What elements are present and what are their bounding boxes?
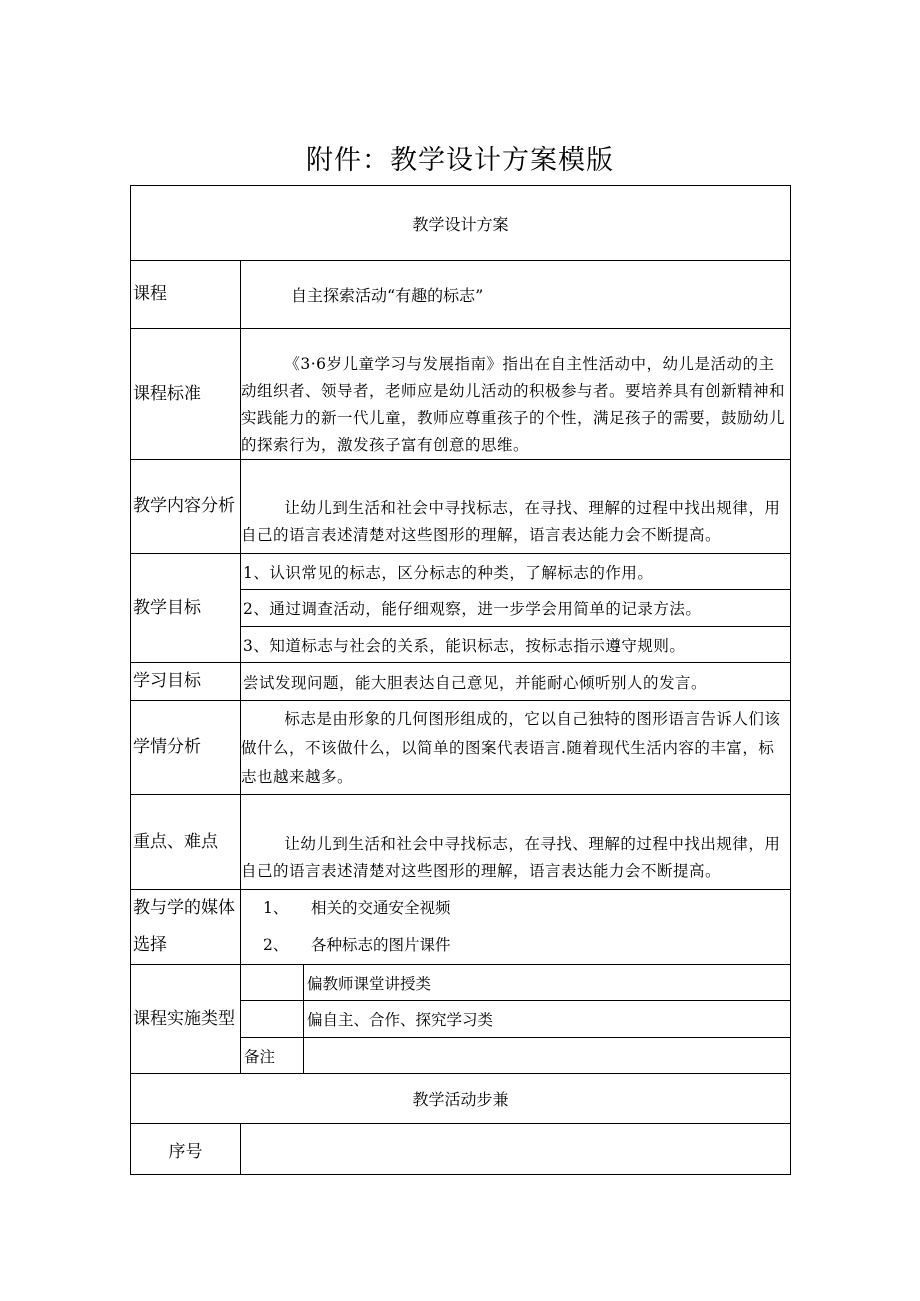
- table-row: [131, 460, 791, 554]
- option-1-mark[interactable]: [241, 965, 304, 1001]
- lesson-plan-table: [130, 185, 791, 1175]
- goal-item-1: 1、认识常见的标志，区分标志的种类，了解标志的作用。: [241, 554, 791, 590]
- seq-value[interactable]: [241, 1124, 791, 1175]
- activity-steps-header: 教学活动步兼: [131, 1074, 791, 1124]
- goals-label: 教学目标: [131, 554, 241, 663]
- learning-goal-text: 尝试发现问题，能大胆表达自己意见，并能耐心倾听别人的发言。: [241, 663, 791, 701]
- seq-label: 序号: [131, 1124, 241, 1175]
- media-cell: [241, 890, 791, 965]
- media-item: [241, 890, 790, 927]
- learner-analysis-cell: [241, 701, 791, 795]
- table-row: [131, 965, 791, 1001]
- media-item: [241, 927, 790, 964]
- table-row: [131, 261, 791, 329]
- table-row: [131, 890, 791, 965]
- table-row: [131, 186, 791, 261]
- implementation-label: 课程实施类型: [131, 965, 241, 1074]
- standard-label: 课程标准: [131, 329, 241, 460]
- content-analysis-text: 让幼儿到生活和社会中寻找标志，在寻找、理解的过程中找出规律，用自己的语言表述清楚对这些图形的理解，语言表达能力会不断提高。: [241, 498, 781, 544]
- implementation-option-2: 偏自主、合作、探究学习类: [304, 1001, 791, 1038]
- table-row: [131, 554, 791, 590]
- learning-goal-label: 学习目标: [131, 663, 241, 701]
- learner-analysis-text: 标志是由形象的几何图形组成的，它以自己独特的图形语言告诉人们该做什么，不该做什么，以简单的图案代表语言.随着现代生活内容的丰富，标志也越来越多。: [241, 710, 781, 786]
- page-title: 附件：教学设计方案模版: [306, 145, 614, 176]
- media-label: 教与学的媒体选择: [131, 890, 241, 965]
- table-row: [131, 701, 791, 795]
- key-points-text: 让幼儿到生活和社会中寻找标志，在寻找、理解的过程中找出规律，用自己的语言表述清楚对这些图形的理解，语言表达能力会不断提高。: [241, 835, 781, 880]
- goal-item-3: 3、知道标志与社会的关系，能识标志，按标志指示遵守规则。: [241, 627, 791, 663]
- remark-label: 备注: [241, 1038, 304, 1074]
- goal-item-2: 2、通过调查活动，能仔细观察，进一步学会用简单的记录方法。: [241, 590, 791, 627]
- course-label: 课程: [131, 261, 241, 329]
- media-item-text: 相关的交通安全视频: [311, 899, 451, 917]
- table-row: [131, 663, 791, 701]
- content-analysis-label: 教学内容分析: [131, 460, 241, 554]
- media-item-text: 各种标志的图片课件: [311, 936, 451, 954]
- standard-cell: [241, 329, 791, 460]
- media-item-num: 1、: [263, 899, 289, 917]
- media-item-num: 2、: [263, 936, 289, 954]
- table-row: [131, 795, 791, 890]
- remark-value[interactable]: [304, 1038, 791, 1074]
- table-row: [131, 1074, 791, 1124]
- table-row: [131, 1124, 791, 1175]
- option-2-mark[interactable]: [241, 1001, 304, 1038]
- implementation-option-1: 偏教师课堂讲授类: [304, 965, 791, 1001]
- table-header: 教学设计方案: [131, 186, 791, 261]
- table-row: [131, 329, 791, 460]
- key-points-cell: [241, 795, 791, 890]
- content-analysis-cell: [241, 460, 791, 554]
- key-points-label: 重点、难点: [131, 795, 241, 890]
- learner-analysis-label: 学情分析: [131, 701, 241, 795]
- standard-text: 《3·6岁儿童学习与发展指南》指出在自主性活动中，幼儿是活动的主动组织者、领导者，老师应是幼儿活动的积极参与者。要培养具有创新精神和实践能力的新一代儿童，教师应尊重孩子的个性，满足孩子的需要，鼓励幼儿的探索行为，激发孩子富有创意的思维。: [241, 355, 786, 454]
- course-value: 自主探索活动“有趣的标志”: [241, 261, 791, 329]
